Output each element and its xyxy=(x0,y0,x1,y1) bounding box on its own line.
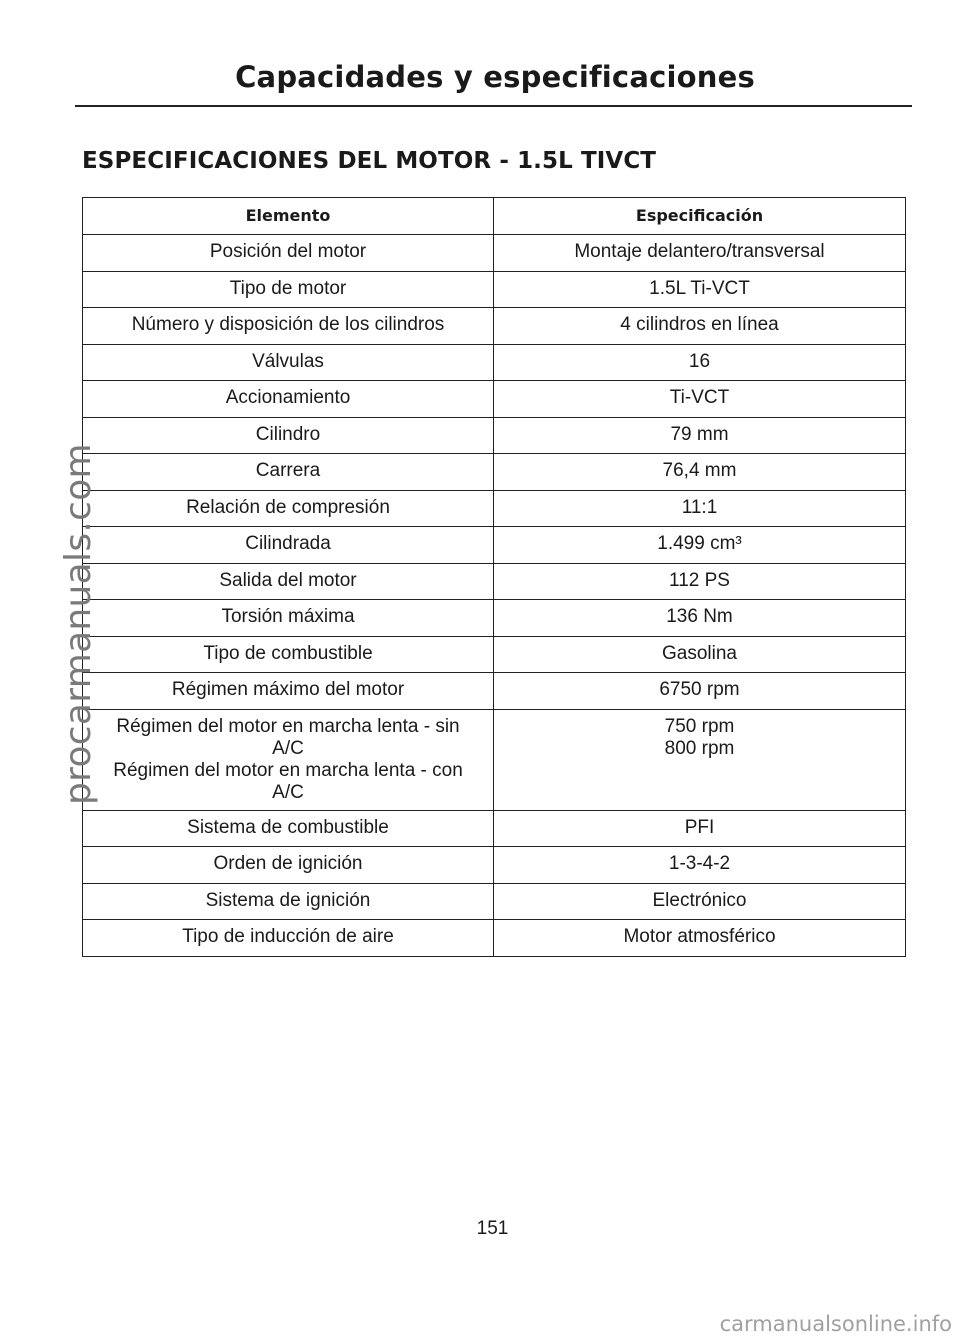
table-row xyxy=(83,308,906,345)
element-cell: Sistema de combustible xyxy=(83,810,494,847)
section-title: ESPECIFICACIONES DEL MOTOR - 1.5L TIVCT xyxy=(82,148,657,174)
element-line: A/C xyxy=(272,737,304,759)
spec-cell: 1-3-4-2 xyxy=(494,847,906,884)
table-row xyxy=(83,920,906,957)
table-row xyxy=(83,344,906,381)
element-cell: Relación de compresión xyxy=(83,490,494,527)
spec-cell: 11:1 xyxy=(494,490,906,527)
spec-cell: 1.499 cm³ xyxy=(494,527,906,564)
element-cell xyxy=(83,709,494,810)
spec-cell: 79 mm xyxy=(494,417,906,454)
spec-line: 750 rpm xyxy=(664,715,735,737)
element-cell: Sistema de ignición xyxy=(83,883,494,920)
spec-cell: 136 Nm xyxy=(494,600,906,637)
spec-cell: 76,4 mm xyxy=(494,454,906,491)
spec-cell: Electrónico xyxy=(494,883,906,920)
spec-cell: 112 PS xyxy=(494,563,906,600)
spec-cell: PFI xyxy=(494,810,906,847)
engine-spec-table xyxy=(82,197,906,957)
spec-cell xyxy=(494,709,906,810)
header-divider xyxy=(75,105,912,107)
element-cell: Válvulas xyxy=(83,344,494,381)
spec-cell: Motor atmosférico xyxy=(494,920,906,957)
table-row xyxy=(83,636,906,673)
spec-line: 800 rpm xyxy=(664,737,735,759)
table-row xyxy=(83,883,906,920)
table-row xyxy=(83,673,906,710)
bottom-watermark: carmanualsonline.info xyxy=(719,1312,952,1336)
table-row xyxy=(83,490,906,527)
column-header-specification: Especificación xyxy=(494,198,906,235)
spec-cell: Ti-VCT xyxy=(494,381,906,418)
element-cell: Posición del motor xyxy=(83,235,494,272)
element-cell: Torsión máxima xyxy=(83,600,494,637)
element-cell: Cilindrada xyxy=(83,527,494,564)
element-line: Régimen del motor en marcha lenta - sin xyxy=(116,715,460,737)
table-row xyxy=(83,847,906,884)
table-row xyxy=(83,417,906,454)
table-row xyxy=(83,810,906,847)
table-header-row xyxy=(83,198,906,235)
spec-cell: 16 xyxy=(494,344,906,381)
table-row xyxy=(83,381,906,418)
element-cell: Carrera xyxy=(83,454,494,491)
side-watermark: procarmanuals.com xyxy=(58,443,99,805)
column-header-element: Elemento xyxy=(83,198,494,235)
element-cell: Número y disposición de los cilindros xyxy=(83,308,494,345)
table-row xyxy=(83,271,906,308)
element-cell: Accionamiento xyxy=(83,381,494,418)
table-row-idle-speed xyxy=(83,709,906,810)
page-number: 151 xyxy=(476,1218,509,1239)
table-row xyxy=(83,563,906,600)
table-row xyxy=(83,235,906,272)
element-cell: Tipo de inducción de aire xyxy=(83,920,494,957)
element-cell: Salida del motor xyxy=(83,563,494,600)
spec-cell: 6750 rpm xyxy=(494,673,906,710)
element-cell: Tipo de combustible xyxy=(83,636,494,673)
spec-cell: 1.5L Ti-VCT xyxy=(494,271,906,308)
element-line: Régimen del motor en marcha lenta - con xyxy=(113,759,463,781)
element-cell: Orden de ignición xyxy=(83,847,494,884)
table-row xyxy=(83,454,906,491)
element-cell: Régimen máximo del motor xyxy=(83,673,494,710)
element-cell: Cilindro xyxy=(83,417,494,454)
element-cell: Tipo de motor xyxy=(83,271,494,308)
spec-cell: 4 cilindros en línea xyxy=(494,308,906,345)
table-row xyxy=(83,527,906,564)
element-line: A/C xyxy=(272,781,304,803)
table-row xyxy=(83,600,906,637)
spec-cell: Montaje delantero/transversal xyxy=(494,235,906,272)
spec-cell: Gasolina xyxy=(494,636,906,673)
page-header-title: Capacidades y especificaciones xyxy=(235,60,755,94)
